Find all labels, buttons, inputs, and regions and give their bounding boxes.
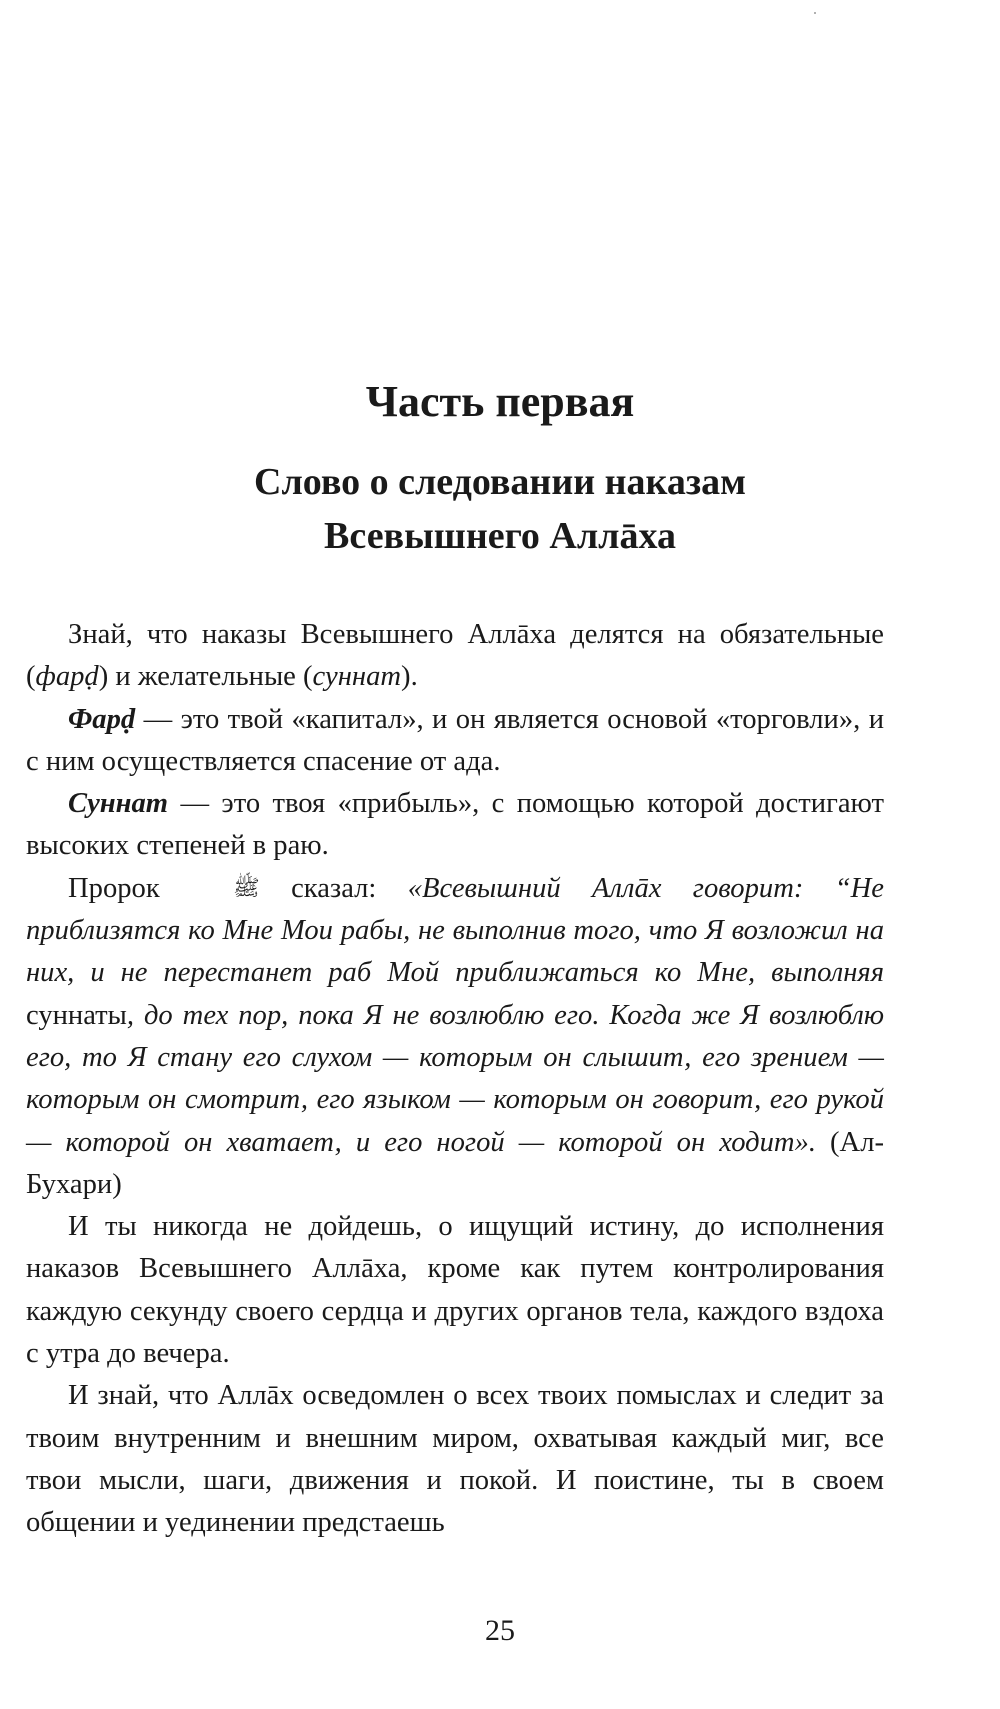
- paragraph-1-text-b: ) и желательные (: [98, 661, 313, 693]
- paragraph-1-text-c: ).: [401, 661, 418, 693]
- paragraph-3-text: — это твоя «прибыль», с помощью которой достигают высоких степеней в раю.: [26, 788, 884, 862]
- term-sunnat-heading: Суннат: [68, 788, 169, 820]
- hadith-quote-a: «Всевышний Аллāх говорит: “Не приблизятся ко Мне Мои рабы, не выполнив того, что Я возложил на них, и не перестанет раб Мой приближаться ко Мне, выполняя: [26, 872, 884, 989]
- paragraph-1-text-a: Знай, что наказы Всевышнего Аллāха делятся на обязательные (: [26, 619, 884, 693]
- hadith-quote-b: , до тех пор, пока Я не возлюблю его. Когда же Я возлюблю его, то Я стану его слухом — которым он слышит, его зрением — которым он смотрит, его языком — которым он говорит, его рукой — которой он хватает, и его ногой — которой он ходит».: [26, 999, 884, 1158]
- term-sunnat-inline: суннат: [312, 661, 402, 693]
- paragraph-4-hadith: [26, 868, 884, 1206]
- term-fard-inline: фарḍ: [35, 661, 99, 693]
- page-number: 25: [485, 1614, 515, 1647]
- scan-speck: [814, 12, 816, 14]
- term-fard-heading: Фарḍ: [68, 703, 136, 735]
- paragraph-4-text-a: Пророк: [68, 872, 192, 904]
- body-text: [26, 614, 884, 1545]
- paragraph-2-text: — это твой «капитал», и он является основой «торговли», и с ним осуществляется спасение от ада.: [26, 703, 884, 777]
- paragraph-3: [26, 783, 884, 868]
- salawat-seal-icon: ﷺ: [233, 874, 260, 900]
- paragraph-2: [26, 699, 884, 784]
- paragraph-4-text-c: суннаты: [26, 999, 127, 1031]
- paragraph-5: И ты никогда не дойдешь, о ищущий истину, до исполнения наказов Всевышнего Аллāха, кроме как путем контролирования каждую секунду своего сердца и других органов тела, каждого вздоха с утра до вечера.: [26, 1211, 884, 1370]
- paragraph-6: И знай, что Аллāх осведомлен о всех твоих помыслах и следит за твоим внутренним и внешним миром, охватывая каждый миг, все твои мысли, шаги, движения и покой. И поистине, ты в своем общении и уединении предстаешь: [26, 1380, 884, 1539]
- chapter-title-line-1: Слово о следовании наказам: [254, 461, 746, 503]
- chapter-title-line-2: Всевышнего Аллāха: [324, 515, 676, 557]
- part-title: Часть первая: [365, 377, 635, 426]
- hadith-source: (Ал-Бухари): [26, 1126, 884, 1200]
- paragraph-4-text-b: сказал:: [259, 872, 408, 904]
- chapter-title: [0, 455, 1000, 563]
- paragraph-1: [26, 614, 884, 699]
